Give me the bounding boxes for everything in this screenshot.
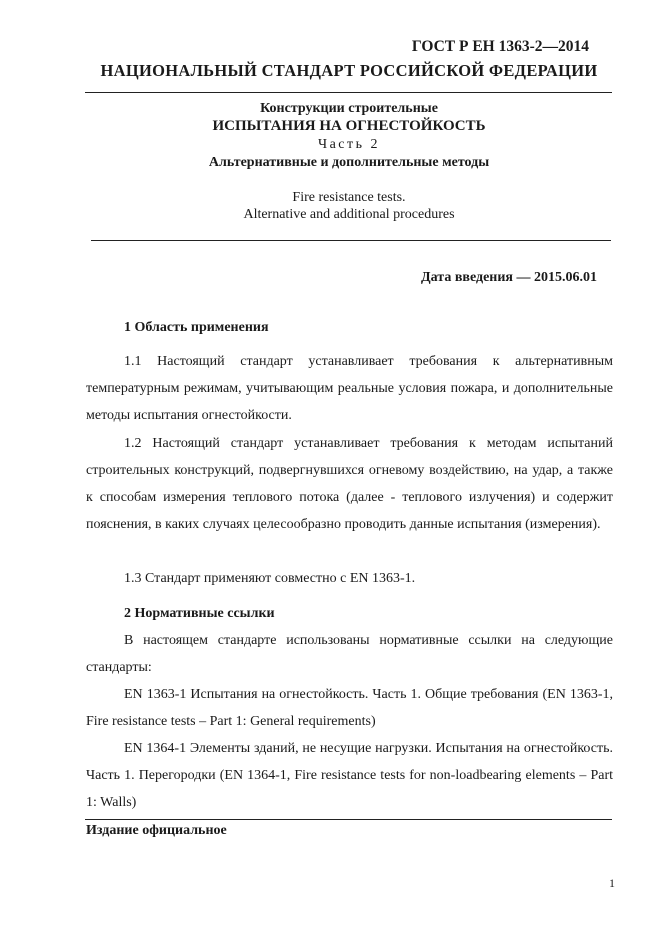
paragraph-1-3: 1.3 Стандарт применяют совместно с EN 1363-1.: [124, 571, 416, 586]
reference-en-1363-1: EN 1363-1 Испытания на огнестойкость. Часть 1. Общие требования (EN 1363-1, Fire resistance tests – Part 1: General requirements): [86, 687, 613, 729]
paragraph-1-1: 1.1 Настоящий стандарт устанавливает требования к альтернативным температурным режимам, учитывающим реальные условия пожара, и дополнительные методы испытания огнестойкости.: [86, 354, 613, 423]
paragraph-2-intro: В настоящем стандарте использованы нормативные ссылки на следующие стандарты:: [86, 633, 613, 675]
title-line-1: Конструкции строительные: [260, 101, 438, 116]
footer-divider: [85, 819, 612, 820]
reference-en-1364-1: EN 1364-1 Элементы зданий, не несущие нагрузки. Испытания на огнестойкость. Часть 1. Перегородки (EN 1364-1, Fire resistance tests for non-loadbearing elements – Part 1: Walls): [86, 741, 613, 810]
section-1-heading: 1 Область применения: [124, 320, 269, 335]
english-title-2: Alternative and additional procedures: [243, 207, 455, 222]
paragraph-1-2: 1.2 Настоящий стандарт устанавливает требования к методам испытаний строительных конструкций, подвергнувшихся огневому воздействию, на удар, а также к способам измерения теплового потока (далее - теплового излучения) и содержит пояснения, в каких случаях целесообразно проводить данные испытания (измерения).: [86, 436, 613, 532]
standard-code: ГОСТ Р ЕН 1363-2—2014: [411, 38, 589, 55]
title-part: Часть 2: [317, 137, 381, 152]
english-title-1: Fire resistance tests.: [292, 190, 406, 205]
introduction-date: Дата введения — 2015.06.01: [421, 270, 597, 285]
title-line-4: Альтернативные и дополнительные методы: [208, 155, 490, 170]
national-standard-title: НАЦИОНАЛЬНЫЙ СТАНДАРТ РОССИЙСКОЙ ФЕДЕРАЦИИ: [100, 61, 598, 80]
official-edition-label: Издание официальное: [86, 823, 227, 838]
section-2-heading: 2 Нормативные ссылки: [124, 606, 275, 621]
header-divider: [85, 92, 612, 93]
title-divider: [91, 240, 611, 241]
page-number: 1: [609, 876, 615, 890]
title-line-2: ИСПЫТАНИЯ НА ОГНЕСТОЙКОСТЬ: [212, 118, 486, 134]
